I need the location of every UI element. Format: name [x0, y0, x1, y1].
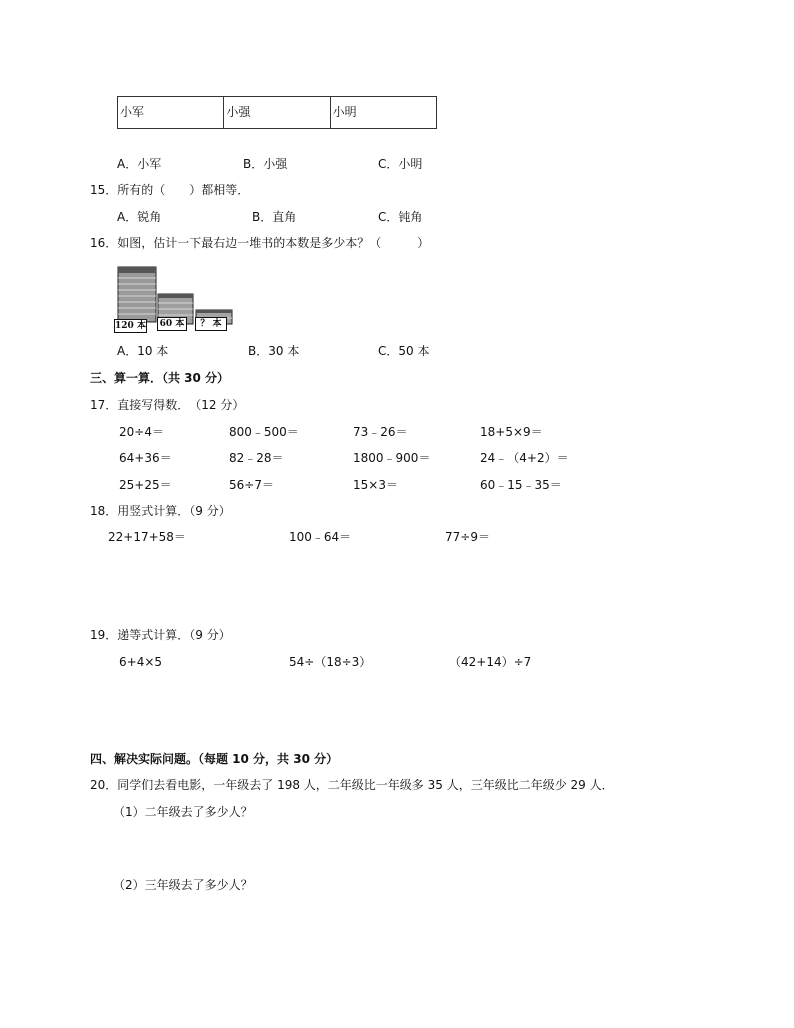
- option-a: A．锐角: [117, 210, 162, 224]
- question-16: 16．如图，估计一下最右边一堆书的本数是多少本？（ ）: [90, 236, 430, 250]
- stack-label-60: 60 本: [157, 317, 187, 331]
- calc-item: 73﹣26＝: [353, 425, 408, 439]
- sub-question-2: （2）三年级去了多少人？: [113, 878, 253, 892]
- table-cell: 小军: [118, 97, 224, 129]
- option-c: C．小明: [378, 157, 423, 171]
- calc-item: 800﹣500＝: [229, 425, 299, 439]
- question-18: 18．用竖式计算．（9 分）: [90, 504, 231, 518]
- names-table: [117, 96, 437, 129]
- option-b: B．小强: [243, 157, 288, 171]
- stack-label-unknown: ？ 本: [195, 317, 227, 331]
- option-a: A．10 本: [117, 344, 169, 358]
- calc-item: 15×3＝: [353, 478, 398, 492]
- calc-item: 1800﹣900＝: [353, 451, 431, 465]
- calc-item: 22+17+58＝: [108, 530, 186, 544]
- question-17: 17．直接写得数． （12 分）: [90, 398, 245, 412]
- question-20: 20．同学们去看电影，一年级去了 198 人，二年级比一年级多 35 人，三年级比二年级少 29 人．: [90, 778, 614, 792]
- calc-item: 64+36＝: [119, 451, 172, 465]
- option-c: C．50 本: [378, 344, 430, 358]
- question-15: 15．所有的（ ）都相等．: [90, 183, 250, 197]
- stack-label-120: 120 本: [115, 321, 146, 331]
- option-b: B．直角: [252, 210, 297, 224]
- option-a: A．小军: [117, 157, 162, 171]
- section-3-heading: 三、算一算．（共 30 分）: [90, 371, 230, 385]
- calc-item: 20÷4＝: [119, 425, 164, 439]
- question-19: 19．递等式计算．（9 分）: [90, 628, 231, 642]
- calc-item: 25+25＝: [119, 478, 172, 492]
- calc-item: 24﹣（4+2）＝: [480, 451, 569, 465]
- table-cell: 小明: [330, 97, 436, 129]
- table-cell: 小强: [224, 97, 330, 129]
- section-4-heading: 四、解决实际问题。（每题 10 分，共 30 分）: [90, 752, 339, 766]
- calc-item: 56÷7＝: [229, 478, 274, 492]
- calc-item: （42+14）÷7: [449, 655, 532, 669]
- calc-item: 100﹣64＝: [289, 530, 352, 544]
- calc-item: 6+4×5: [119, 655, 163, 669]
- calc-item: 82﹣28＝: [229, 451, 284, 465]
- sub-question-1: （1）二年级去了多少人？: [113, 805, 253, 819]
- calc-item: 54÷（18÷3）: [289, 655, 372, 669]
- calc-item: 60﹣15﹣35＝: [480, 478, 562, 492]
- option-c: C．钝角: [378, 210, 423, 224]
- calc-item: 77÷9＝: [445, 530, 490, 544]
- option-b: B．30 本: [248, 344, 300, 358]
- calc-item: 18+5×9＝: [480, 425, 543, 439]
